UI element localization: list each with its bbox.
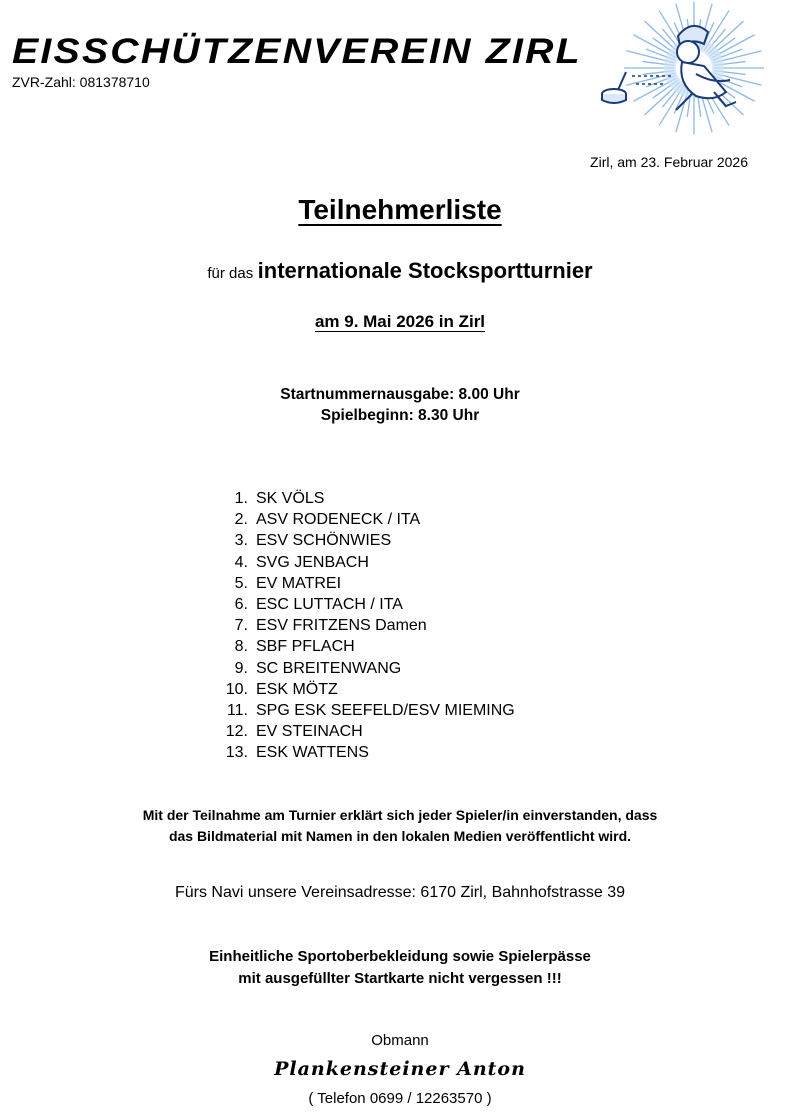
team-name: ESK WATTENS (256, 744, 369, 762)
team-number: 4. (234, 553, 248, 571)
team-name: SVG JENBACH (256, 553, 369, 571)
team-list-item (210, 573, 515, 594)
team-list-item (210, 700, 515, 721)
reminder-line: mit ausgefüllter Startkarte nicht vergessen !!! (238, 970, 562, 987)
event-date (0, 312, 800, 332)
club-address: Fürs Navi unsere Vereinsadresse: 6170 Zirl, Bahnhofstrasse 39 (174, 884, 625, 901)
team-name: SK VÖLS (256, 490, 325, 507)
team-number: 12. (225, 723, 248, 741)
team-name: SBF PFLACH (256, 638, 355, 656)
times-block (0, 384, 800, 426)
team-number: 1. (234, 490, 248, 507)
reminder (0, 946, 800, 990)
reminder-line: Einheitliche Sportoberbekleidung sowie Spielerpässe (209, 948, 591, 965)
start-number-time: Startnummernausgabe: 8.00 Uhr (280, 386, 520, 403)
team-number: 10. (225, 680, 248, 698)
media-notice-line: Mit der Teilnahme am Turnier erklärt sich jeder Spieler/in einverstanden, dass (142, 807, 658, 823)
team-number: 6. (234, 595, 248, 613)
team-list-item (210, 509, 515, 530)
subtitle-event: internationale Stocksportturnier (257, 258, 593, 283)
team-name: ESV SCHÖNWIES (256, 532, 392, 550)
signature-phone: ( Telefon 0699 / 12263570 ) (308, 1090, 492, 1107)
team-list-item (210, 530, 515, 551)
team-list-item (210, 488, 515, 509)
media-notice-line: das Bildmaterial mit Namen in den lokalen Medien veröffentlicht wird. (168, 828, 632, 844)
subtitle-prefix: für das (207, 265, 254, 282)
page-title (0, 194, 800, 226)
team-name: SC BREITENWANG (256, 659, 402, 677)
team-name: ESV FRITZENS Damen (256, 617, 427, 635)
signature-name: Plankensteiner Anton (274, 1058, 526, 1080)
team-list-item (210, 594, 515, 615)
team-number: 2. (234, 511, 248, 529)
zvr-number: ZVR-Zahl: 081378710 (12, 74, 150, 90)
team-name: SPG ESK SEEFELD/ESV MIEMING (256, 701, 515, 719)
page-title-text: Teilnehmerliste (298, 194, 502, 225)
curling-player-logo-icon (596, 2, 786, 138)
team-list-item (210, 636, 515, 657)
team-list-item (210, 721, 515, 742)
team-list (210, 488, 515, 763)
team-list-item (210, 615, 515, 636)
date-line: Zirl, am 23. Februar 2026 (590, 154, 748, 170)
team-name: ASV RODENECK / ITA (256, 511, 421, 529)
team-number: 3. (234, 532, 248, 550)
team-name: EV STEINACH (256, 723, 363, 741)
team-name: EV MATREI (256, 574, 342, 592)
team-name: ESK MÖTZ (256, 680, 338, 698)
game-start-time: Spielbeginn: 8.30 Uhr (320, 407, 480, 424)
media-notice (0, 805, 800, 847)
event-date-text: am 9. Mai 2026 in Zirl (314, 312, 486, 331)
team-list-item (210, 679, 515, 700)
subtitle (0, 258, 800, 284)
team-name: ESC LUTTACH / ITA (256, 595, 403, 613)
team-number: 8. (234, 638, 248, 656)
team-number: 7. (234, 617, 248, 635)
team-number: 9. (234, 659, 248, 677)
team-list-item (210, 658, 515, 679)
team-number: 5. (234, 574, 248, 592)
team-list-item (210, 742, 515, 763)
team-number: 11. (226, 701, 248, 719)
team-number: 13. (225, 744, 248, 762)
signature-role: Obmann (371, 1032, 429, 1049)
team-list-item (210, 552, 515, 573)
club-name: EISSCHÜTZENVEREIN ZIRL (12, 32, 582, 71)
